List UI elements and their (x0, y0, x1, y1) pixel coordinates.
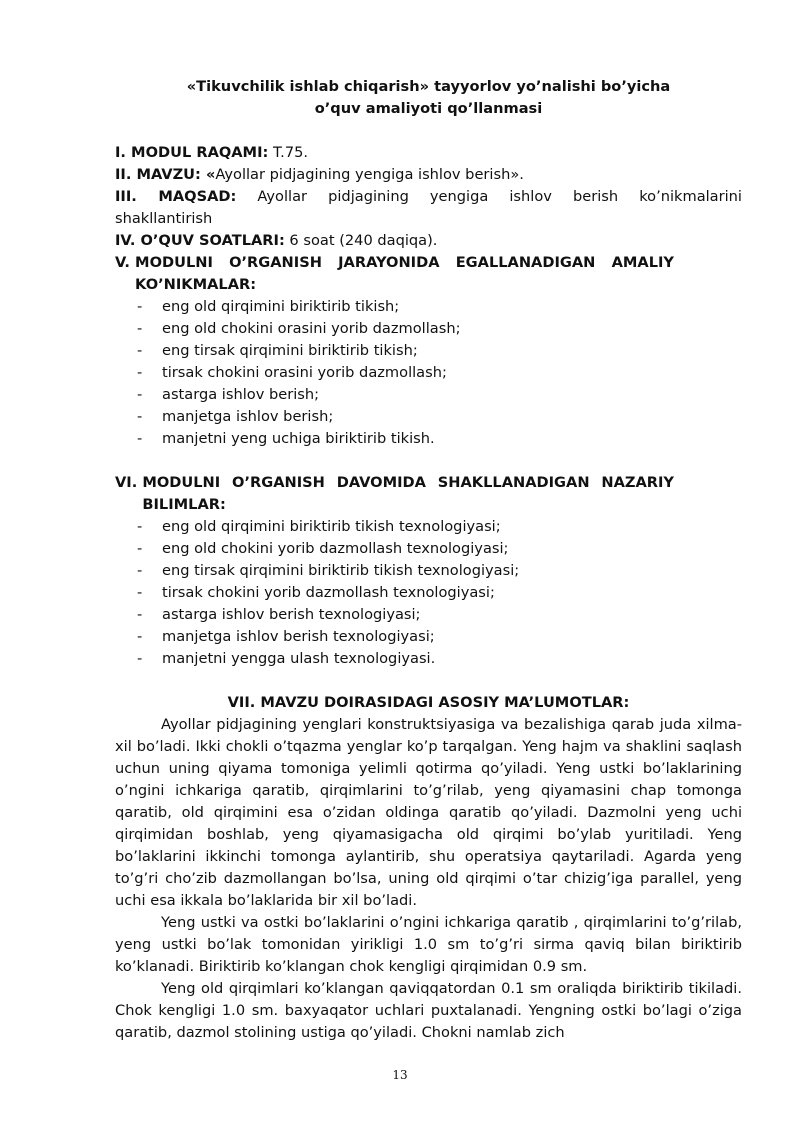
mavzu (115, 164, 742, 186)
maqsad (115, 186, 742, 208)
soat-value: 6 soat (240 daqiqa). (284, 232, 438, 249)
section-5-heading (115, 252, 742, 296)
section-6-heading-line-1: MODULNI O’RGANISH DAVOMIDA SHAKLLANADIGAN NAZARIY (142, 474, 674, 491)
section-6-heading (115, 472, 742, 516)
modul-raqami (115, 142, 742, 164)
list-item: - manjetni yengga ulash texnologiyasi. (137, 648, 742, 670)
modul-value: T.75. (268, 144, 309, 161)
list-item: - manjetni yeng uchiga biriktirib tikish. (137, 428, 742, 450)
list-item: - eng tirsak qirqimini biriktirib tikish; (137, 340, 742, 362)
document-title-line-2: o’quv amaliyoti qo’llanmasi (314, 100, 543, 117)
list-item: - tirsak chokini yorib dazmollash texnologiyasi; (137, 582, 742, 604)
mavzu-label: II. MAVZU: « (115, 166, 216, 183)
list-item: - eng old qirqimini biriktirib tikish; (137, 296, 742, 318)
section-5-list (115, 296, 742, 450)
list-item: - eng old chokini orasini yorib dazmollash; (137, 318, 742, 340)
mavzu-value: Ayollar pidjagining yengiga ishlov berish». (215, 166, 524, 183)
maqsad-continuation: shakllantirish (115, 210, 213, 227)
section-6-list (115, 516, 742, 670)
section-6-number: VI. (115, 474, 143, 491)
document-title-line-1: «Tikuvchilik ishlab chiqarish» tayyorlov yo’nalishi bo’yicha (186, 78, 671, 95)
body-paragraph: Ayollar pidjagining yenglari konstruktsiyasiga va bezalishiga qarab juda xilma-xil bo’ladi. Ikki chokli o’tqazma yenglar ko’p tarqalgan. Yeng hajm va shaklini saqlash uchun uning qiyama tomoniga yelimli qotirma qo’yiladi. Yeng ustki bo’laklarining o’ngini ichkariga qaratib, qirqimlarini to’g’rilab, yeng qiyamasini chap tomonga qaratib, old qirqimini esa o’zidan oldinga qaratib qo’yiladi. Dazmolni yeng uchi qirqimidan boshlab, yeng qiyamasigacha old qirqimi bo’ylab yuritiladi. Yeng bo’laklarini ikkinchi tomonga aylantirib, shu operatsiya qaytariladi. Agarda yeng to’g’ri cho’zib dazmollangan bo’lsa, uning old qirqimi o’tar chizig’iga parallel, yeng uchi esa ikkala bo’laklarida bir xil bo’ladi. (115, 716, 742, 909)
section-6-heading-line-2: BILIMLAR: (142, 496, 226, 513)
list-item: - tirsak chokini orasini yorib dazmollash; (137, 362, 742, 384)
maqsad-value: Ayollar pidjagining yengiga ishlov berish ko’nikmalarini (236, 188, 742, 205)
section-7-title: VII. MAVZU DOIRASIDAGI ASOSIY MA’LUMOTLAR: (227, 694, 630, 711)
section-5-heading-line-2: KO’NIKMALAR: (135, 276, 257, 293)
section-5-number: V. (115, 254, 136, 271)
maqsad-label: III. MAQSAD: (115, 188, 237, 205)
list-item: - eng tirsak qirqimini biriktirib tikish texnologiyasi; (137, 560, 742, 582)
modul-label: I. MODUL RAQAMI: (115, 144, 269, 161)
list-item: - astarga ishlov berish texnologiyasi; (137, 604, 742, 626)
body-paragraph: Yeng ustki va ostki bo’laklarini o’ngini ichkariga qaratib , qirqimlarini to’g’rilab, yeng ustki bo’lak tomonidan yirikligi 1.0 sm to’g’ri sirma qaviq bilan biriktirib ko’klanadi. Biriktirib ko’klangan chok kengligi qirqimidan 0.9 sm. (115, 914, 742, 975)
list-item: - astarga ishlov berish; (137, 384, 742, 406)
soat-label: IV. O’QUV SOATLARI: (115, 232, 285, 249)
document-page (115, 76, 742, 1044)
oquv-soatlari (115, 230, 742, 252)
list-item: - manjetga ishlov berish; (137, 406, 742, 428)
list-item: - eng old qirqimini biriktirib tikish texnologiyasi; (137, 516, 742, 538)
list-item: - manjetga ishlov berish texnologiyasi; (137, 626, 742, 648)
list-item: - eng old chokini yorib dazmollash texnologiyasi; (137, 538, 742, 560)
page-number: 13 (392, 1068, 408, 1082)
section-5-heading-line-1: MODULNI O’RGANISH JARAYONIDA EGALLANADIGAN AMALIY (135, 254, 674, 271)
body-paragraph: Yeng old qirqimlari ko’klangan qaviqqatordan 0.1 sm oraliqda biriktirib tikiladi. Chok kengligi 1.0 sm. baxyaqator uchlari puxtalanadi. Yengning ostki bo’lagi o’ziga qaratib, dazmol stolining ustiga qo’yiladi. Chokni namlab zich (115, 980, 742, 1041)
